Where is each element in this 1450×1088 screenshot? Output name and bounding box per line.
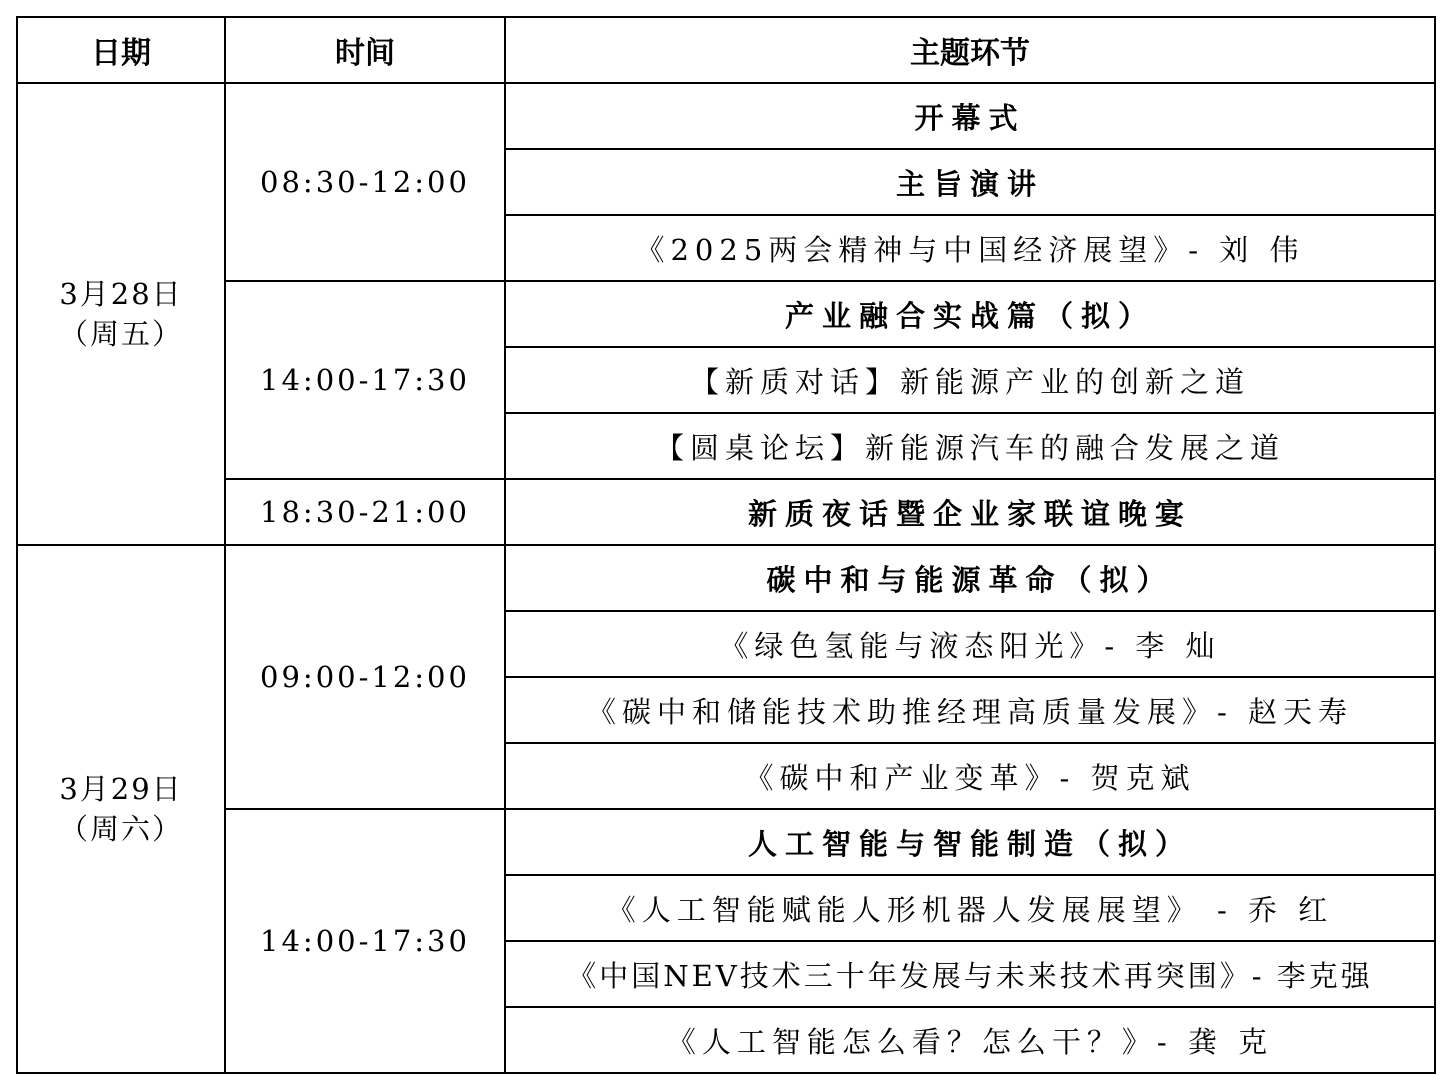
topic-item: 碳中和与能源革命（拟） (505, 545, 1435, 611)
topic-item: 开幕式 (505, 83, 1435, 149)
time-cell: 14:00-17:30 (225, 281, 505, 479)
topic-item: 《碳中和产业变革》- 贺克斌 (505, 743, 1435, 809)
topic-item: 《碳中和储能技术助推经理高质量发展》- 赵天寿 (505, 677, 1435, 743)
topic-item: 【新质对话】新能源产业的创新之道 (505, 347, 1435, 413)
topic-item: 产业融合实战篇（拟） (505, 281, 1435, 347)
topic-item: 《人工智能怎么看？怎么干？》- 龚 克 (505, 1007, 1435, 1073)
table-row (17, 479, 1435, 545)
time-cell: 09:00-12:00 (225, 545, 505, 809)
table-row (17, 545, 1435, 611)
date-label: 3月29日 (59, 772, 183, 806)
topic-item: 《中国NEV技术三十年发展与未来技术再突围》- 李克强 (505, 941, 1435, 1007)
date-label: 3月28日 (59, 277, 183, 311)
header-time: 时间 (225, 17, 505, 83)
weekday-label: （周六） (58, 812, 183, 846)
weekday-label: （周五） (58, 317, 183, 351)
header-date: 日期 (17, 17, 225, 83)
schedule-table (16, 16, 1436, 1074)
topic-item: 主旨演讲 (505, 149, 1435, 215)
topic-item: 【圆桌论坛】新能源汽车的融合发展之道 (505, 413, 1435, 479)
topic-item: 新质夜话暨企业家联谊晚宴 (505, 479, 1435, 545)
topic-item: 《绿色氢能与液态阳光》- 李 灿 (505, 611, 1435, 677)
topic-item: 人工智能与智能制造（拟） (505, 809, 1435, 875)
table-row (17, 281, 1435, 347)
header-topic: 主题环节 (505, 17, 1435, 83)
table-row (17, 83, 1435, 149)
topic-item: 《2025两会精神与中国经济展望》- 刘 伟 (505, 215, 1435, 281)
date-cell-day2 (17, 545, 225, 1073)
time-cell: 08:30-12:00 (225, 83, 505, 281)
header-row (17, 17, 1435, 83)
time-cell: 14:00-17:30 (225, 809, 505, 1073)
time-cell: 18:30-21:00 (225, 479, 505, 545)
date-cell-day1 (17, 83, 225, 545)
table-row (17, 809, 1435, 875)
topic-item: 《人工智能赋能人形机器人发展展望》 - 乔 红 (505, 875, 1435, 941)
